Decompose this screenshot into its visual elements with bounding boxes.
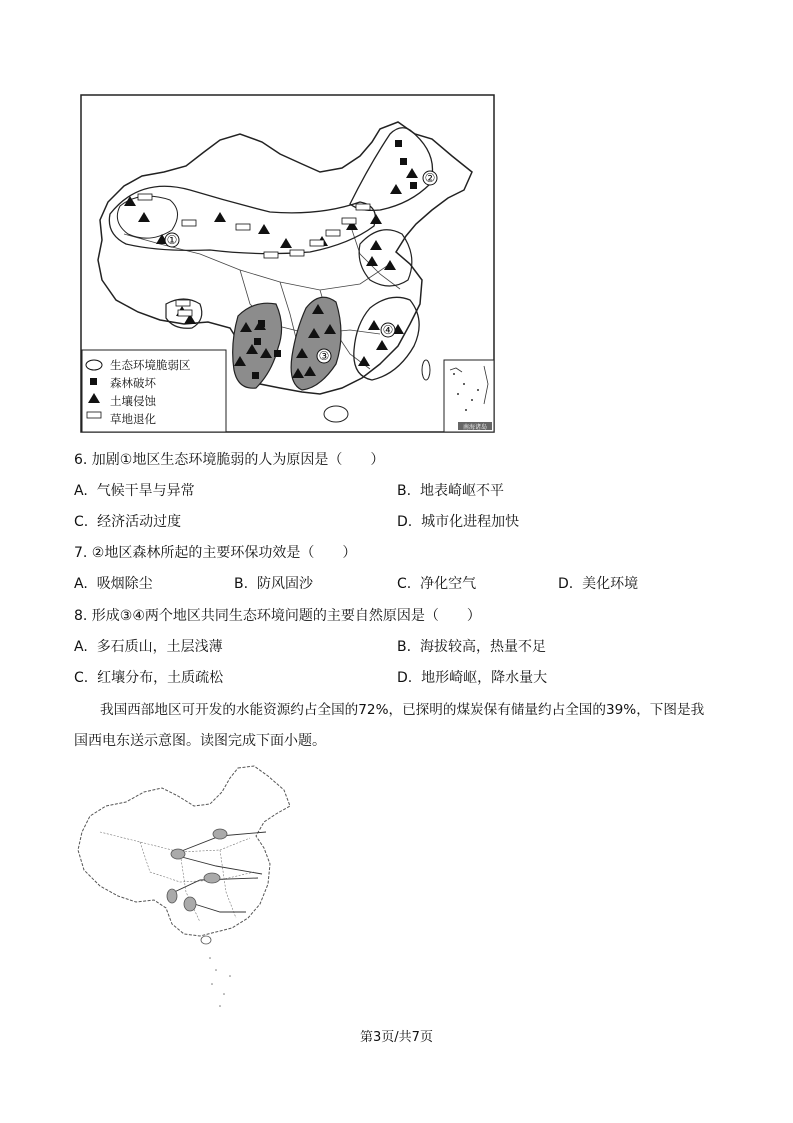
q7-option-c[interactable] <box>397 574 476 594</box>
q8-option-d[interactable] <box>397 668 547 688</box>
option-text: 净化空气 <box>420 576 477 592</box>
option-text: 多石质山，土层浅薄 <box>96 639 223 655</box>
option-text: 防风固沙 <box>256 576 313 592</box>
q6-option-d[interactable] <box>397 512 519 532</box>
option-letter: C. <box>74 514 89 530</box>
option-text: 气候干旱与异常 <box>96 483 195 499</box>
grassland-icon <box>87 412 101 418</box>
page-number: 第3页/共7页 <box>360 1030 433 1045</box>
option-text: 城市化进程加快 <box>421 514 520 530</box>
question-7-stem: 7. ②地区森林所起的主要环保功效是（ ） <box>74 545 357 561</box>
west-east-power-map <box>70 762 298 1012</box>
eco-map-svg <box>80 94 496 434</box>
region-label-3: ③ <box>318 349 330 363</box>
option-letter: A. <box>74 576 88 592</box>
south-china-sea-inset <box>444 360 494 432</box>
question-8-stem: 8. 形成③④两个地区共同生态环境问题的主要自然原因是（ ） <box>74 608 481 624</box>
legend-label-grassland-degradation: 草地退化 <box>110 412 156 426</box>
option-letter: C. <box>397 576 412 592</box>
option-letter: A. <box>74 483 88 499</box>
option-letter: C. <box>74 670 89 686</box>
option-text: 地表崎岖不平 <box>419 483 504 499</box>
option-letter: B. <box>234 576 249 592</box>
q7-option-d[interactable] <box>558 574 638 594</box>
inset-caption: 南海诸岛 <box>462 424 488 431</box>
region-label-1: ① <box>166 233 178 247</box>
south-channel-line <box>188 902 246 912</box>
option-text: 红壤分布，土质疏松 <box>97 670 224 686</box>
question-6-stem: 6. 加剧①地区生态环境脆弱的人为原因是（ ） <box>74 452 385 468</box>
option-letter: B. <box>397 639 412 655</box>
legend-label-forest-destruction: 森林破坏 <box>110 376 156 390</box>
q8-option-a[interactable] <box>74 637 223 657</box>
option-text: 地形崎岖，降水量大 <box>421 670 548 686</box>
q6-option-c[interactable] <box>74 512 181 532</box>
square-icon <box>90 378 97 385</box>
middle-channel-line <box>178 856 262 874</box>
option-letter: A. <box>74 639 88 655</box>
q8-option-b[interactable] <box>397 637 546 657</box>
q6-option-a[interactable] <box>74 481 195 501</box>
option-letter: D. <box>397 670 413 686</box>
option-text: 经济活动过度 <box>97 514 182 530</box>
option-letter: D. <box>558 576 574 592</box>
power-map-svg <box>70 762 298 1012</box>
q7-option-a[interactable] <box>74 574 153 594</box>
option-letter: D. <box>397 514 413 530</box>
intro-line-2: 国西电东送示意图。读图完成下面小题。 <box>74 733 326 749</box>
option-letter: B. <box>397 483 412 499</box>
energy-bases <box>167 829 227 911</box>
legend-label-fragile-zone: 生态环境脆弱区 <box>110 358 191 372</box>
option-text: 海拔较高，热量不足 <box>419 639 546 655</box>
q8-option-c[interactable] <box>74 668 223 688</box>
option-text: 美化环境 <box>582 576 639 592</box>
option-text: 吸烟除尘 <box>96 576 153 592</box>
region-label-4: ④ <box>382 323 394 337</box>
region-label-2: ② <box>424 171 436 185</box>
q7-option-b[interactable] <box>234 574 313 594</box>
eco-problems-map <box>80 94 496 434</box>
intro-line-1: 我国西部地区可开发的水能资源约占全国的72%，已探明的煤炭保有储量约占全国的39%，下图是我 <box>100 702 705 718</box>
legend-label-soil-erosion: 土壤侵蚀 <box>110 394 156 408</box>
q6-option-b[interactable] <box>397 481 504 501</box>
